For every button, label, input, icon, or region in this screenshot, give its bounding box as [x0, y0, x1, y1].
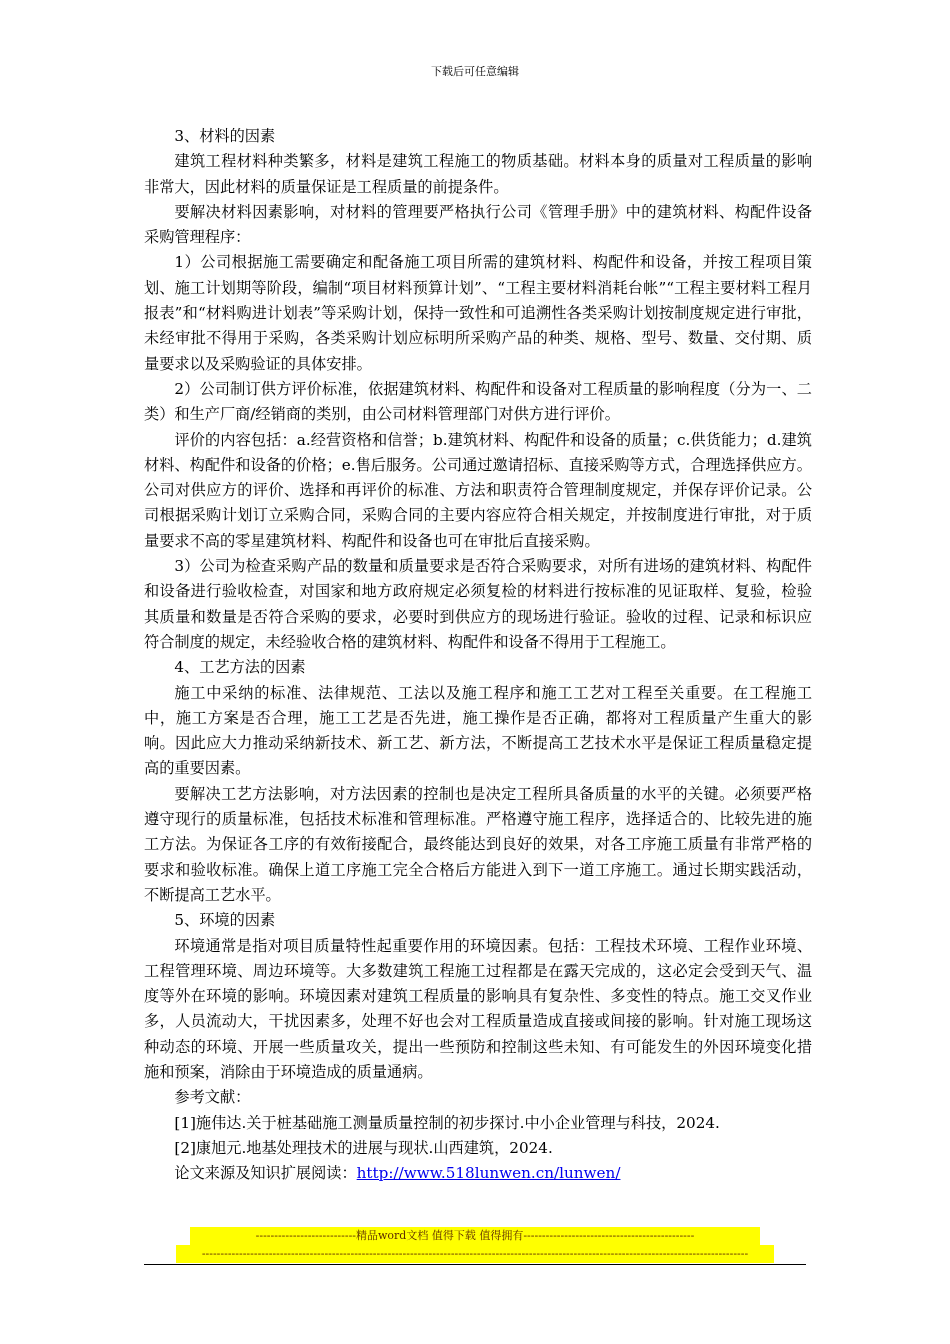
paragraph: 要解决工艺方法影响，对方法因素的控制也是决定工程所具备质量的水平的关键。必须要严格遵守现行的质量标准，包括技术标准和管理标准。严格遵守施工程序，选择适合的、比较先进的施工方法。为保证各工序的有效衔接配合，最终能达到良好的效果，对各工序施工质量有非常严格的要求和验收标准。确保上道工序施工完全合格后方能进入到下一道工序施工。通过长期实践活动，不断提高工艺水平。: [144, 784, 812, 904]
source-line: [144, 1161, 812, 1186]
paragraph: 1）公司根据施工需要确定和配备施工项目所需的建筑材料、构配件和设备，并按工程项目策划、施工计划期等阶段，编制“项目材料预算计划”、“工程主要材料消耗台帐”“工程主要材料工程月报表”和“材料购进计划表”等采购计划，保持一致性和可追溯性各类采购计划按制度规定进行审批，未经审批不得用于采购，各类采购计划应标明所采购产品的种类、规格、型号、数量、交付期、质量要求以及采购验证的具体安排。: [144, 253, 812, 373]
header-note: 下载后可任意编辑: [431, 65, 519, 78]
paragraph: 2）公司制订供方评价标准，依据建筑材料、构配件和设备对工程质量的影响程度（分为一、二类）和生产厂商/经销商的类别，由公司材料管理部门对供方进行评价。: [144, 379, 812, 424]
paragraph: 要解决材料因素影响，对材料的管理要严格执行公司《管理手册》中的建筑材料、构配件设备采购管理程序：: [144, 202, 812, 247]
paragraph: 建筑工程材料种类繁多，材料是建筑工程施工的物质基础。材料本身的质量对工程质量的影响非常大，因此材料的质量保证是工程质量的前提条件。: [144, 152, 812, 196]
references-heading: 参考文献：: [174, 1088, 251, 1107]
section-heading-environment: 5、环境的因素: [174, 911, 276, 930]
section-heading-materials: 3、材料的因素: [174, 127, 276, 145]
source-link[interactable]: http://www.518lunwen.cn/lunwen/: [356, 1164, 621, 1183]
footer-divider: [144, 1264, 806, 1265]
paragraph: 评价的内容包括：a.经营资格和信誉；b.建筑材料、构配件和设备的质量；c.供货能力；d.建筑材料、构配件和设备的价格；e.售后服务。公司通过邀请招标、直接采购等方式，合理选择供应方。公司对供应方的评价、选择和再评价的标准、方法和职责符合管理制度规定，并保存评价记录。公司根据采购计划订立采购合同，采购合同的主要内容应符合相关规定，并按制度进行审批，对于质量要求不高的零星建筑材料、构配件和设备也可在审批后直接采购。: [144, 430, 812, 550]
promo-banner: ---------------------------精品word文档 值得下载 值得拥有----------------------------------------------: [190, 1227, 760, 1245]
source-label: 论文来源及知识扩展阅读：: [174, 1164, 357, 1183]
section-heading-process: 4、工艺方法的因素: [174, 658, 306, 677]
paragraph: 环境通常是指对项目质量特性起重要作用的环境因素。包括：工程技术环境、工程作业环境、工程管理环境、周边环境等。大多数建筑工程施工过程都是在露天完成的，这必定会受到天气、温度等外在环境的影响。环境因素对建筑工程质量的影响具有复杂性、多变性的特点。施工交叉作业多，人员流动大，干扰因素多，处理不好也会对工程质量造成直接或间接的影响。针对施工现场这种动态的环境、开展一些质量攻关，提出一些预防和控制这些未知、有可能发生的外因环境变化措施和预案，消除由于环境造成的质量通病。: [144, 936, 812, 1081]
reference-item: [1]施伟达.关于桩基础施工测量质量控制的初步探讨.中小企业管理与科技，2024.: [174, 1113, 720, 1132]
document-body: [144, 124, 812, 1186]
paragraph: 3）公司为检查采购产品的数量和质量要求是否符合采购要求，对所有进场的建筑材料、构配件和设备进行验收检查，对国家和地方政府规定必须复检的材料进行按标准的见证取样、复验，检验其质量和数量是否符合采购的要求，必要时到供应方的现场进行验证。验收的过程、记录和标识应符合制度的规定，未经验收合格的建筑材料、构配件和设备不得用于工程施工。: [144, 557, 812, 651]
promo-banner-dashes: ---------------------------------------------------------------------------------------------------------------------------------------------------: [176, 1245, 774, 1263]
reference-item: [2]康旭元.地基处理技术的进展与现状.山西建筑，2024.: [174, 1138, 553, 1157]
paragraph: 施工中采纳的标准、法律规范、工法以及施工程序和施工工艺对工程至关重要。在工程施工中，施工方案是否合理，施工工艺是否先进，施工操作是否正确，都将对工程质量产生重大的影响。因此应大力推动采纳新技术、新工艺、新方法，不断提高工艺技术水平是保证工程质量稳定提高的重要因素。: [144, 683, 812, 778]
